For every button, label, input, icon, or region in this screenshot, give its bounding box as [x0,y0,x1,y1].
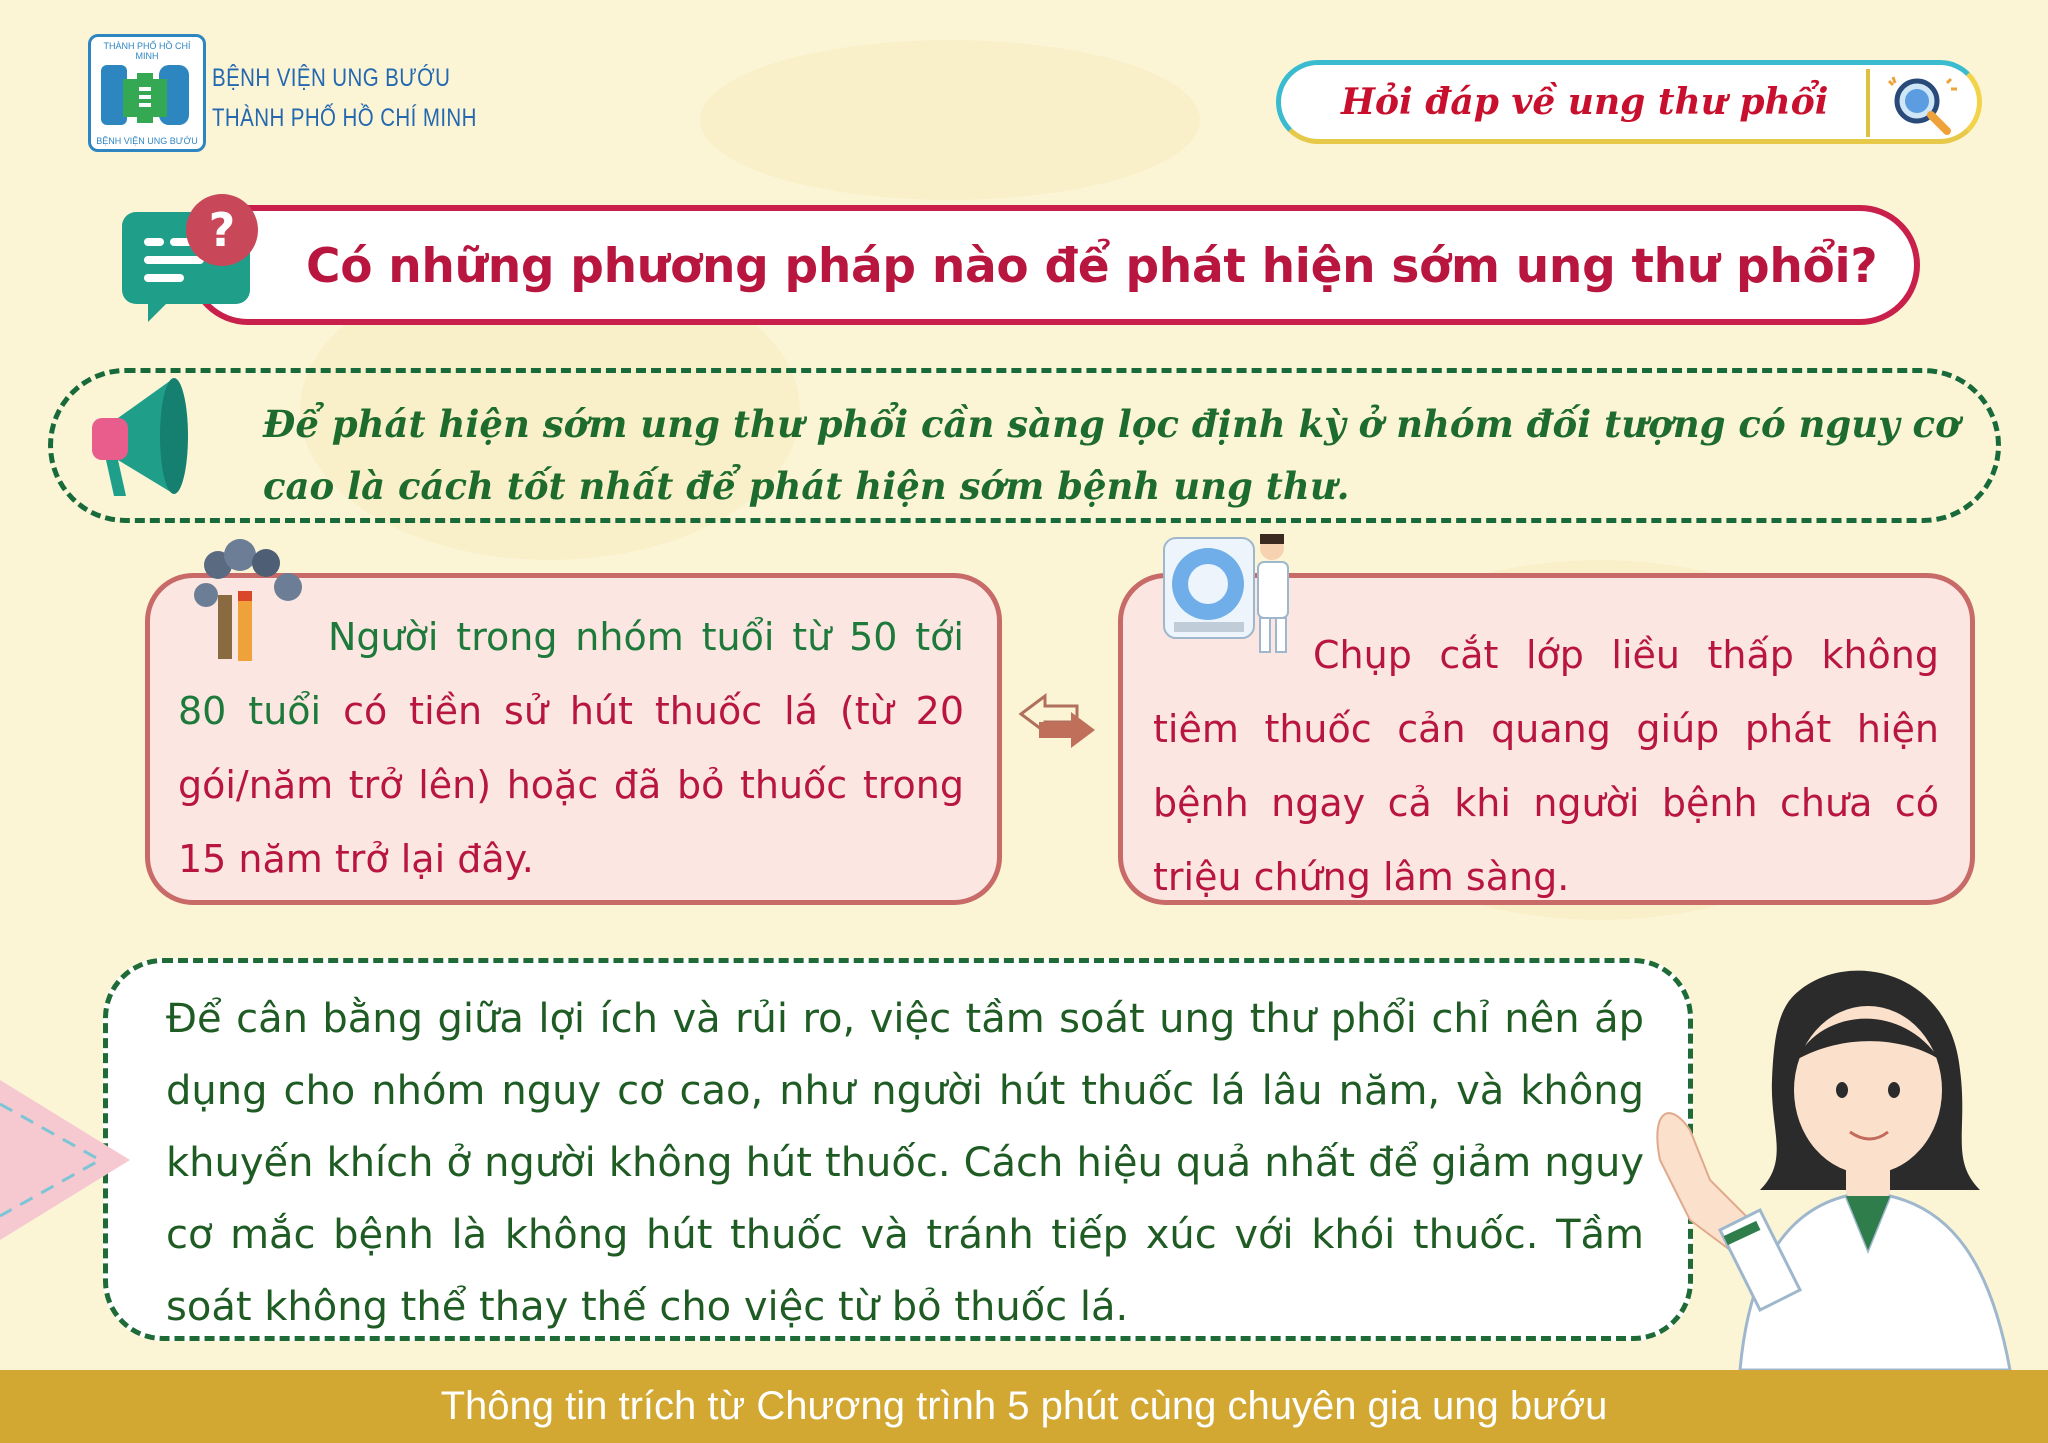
risk-group-detail: có tiền sử hút thuốc lá (từ 20 gói/năm trở lên) hoặc đã bỏ thuốc trong 15 năm trở lại đây. [178,689,964,881]
ct-scan-text: Chụp cắt lớp liều thấp không tiêm thuốc cản quang giúp phát hiện bệnh ngay cả khi người bệnh chưa có triệu chứng lâm sàng. [1153,633,1939,899]
exchange-arrows-icon [1017,692,1099,752]
hospital-logo [88,34,206,152]
risk-group-highlight: Người trong nhóm tuổi từ 50 tới 80 tuổi [178,615,964,733]
ct-scanner-doctor-icon [1160,532,1300,657]
hospital-name [212,58,477,138]
logo-bottom-text: BỆNH VIỆN UNG BƯỚU [96,136,198,146]
svg-text:?: ? [208,203,236,257]
question-mark-icon [182,190,262,270]
recommendation-box [103,958,1693,1341]
magnifier-icon [1881,71,1961,139]
question-title: Có những phương pháp nào để phát hiện sớm ung thư phổi? [306,239,1878,294]
doctor-illustration [1650,960,2048,1370]
hospital-name-line1: BỆNH VIỆN UNG BƯỚU [212,64,451,92]
source-footer: Thông tin trích từ Chương trình 5 phút cùng chuyên gia ung bướu [0,1370,2048,1443]
key-message-text: Để phát hiện sớm ung thư phổi cần sàng lọc định kỳ ở nhóm đối tượng có nguy cơ cao là cách tốt nhất để phát hiện sớm bệnh ung thư. [263,402,1960,508]
decorative-pink-shape [0,1060,140,1260]
logo-emblem-icon [99,63,195,133]
background-blob [700,40,1200,200]
question-banner [188,205,1920,325]
key-message-box [48,368,2001,523]
topic-label: Hỏi đáp về ung thư phổi [1341,81,1829,123]
topic-divider [1866,69,1870,137]
recommendation-text: Để cân bằng giữa lợi ích và rủi ro, việc tầm soát ung thư phổi chỉ nên áp dụng cho nhóm nguy cơ cao, như người hút thuốc lá lâu năm, và không khuyến khích ở người không hút thuốc. Cách hiệu quả nhất để giảm nguy cơ mắc bệnh là không hút thuốc và tránh tiếp xúc với khói thuốc. Tầm soát không thể thay thế cho việc từ bỏ thuốc lá. [166,996,1644,1330]
hospital-name-line2: THÀNH PHỐ HỒ CHÍ MINH [212,104,477,132]
topic-badge [1276,60,1982,144]
cigarette-smoke-icon [178,535,318,665]
megaphone-icon [88,374,218,504]
logo-top-text: THÀNH PHỐ HỒ CHÍ MINH [103,41,191,61]
